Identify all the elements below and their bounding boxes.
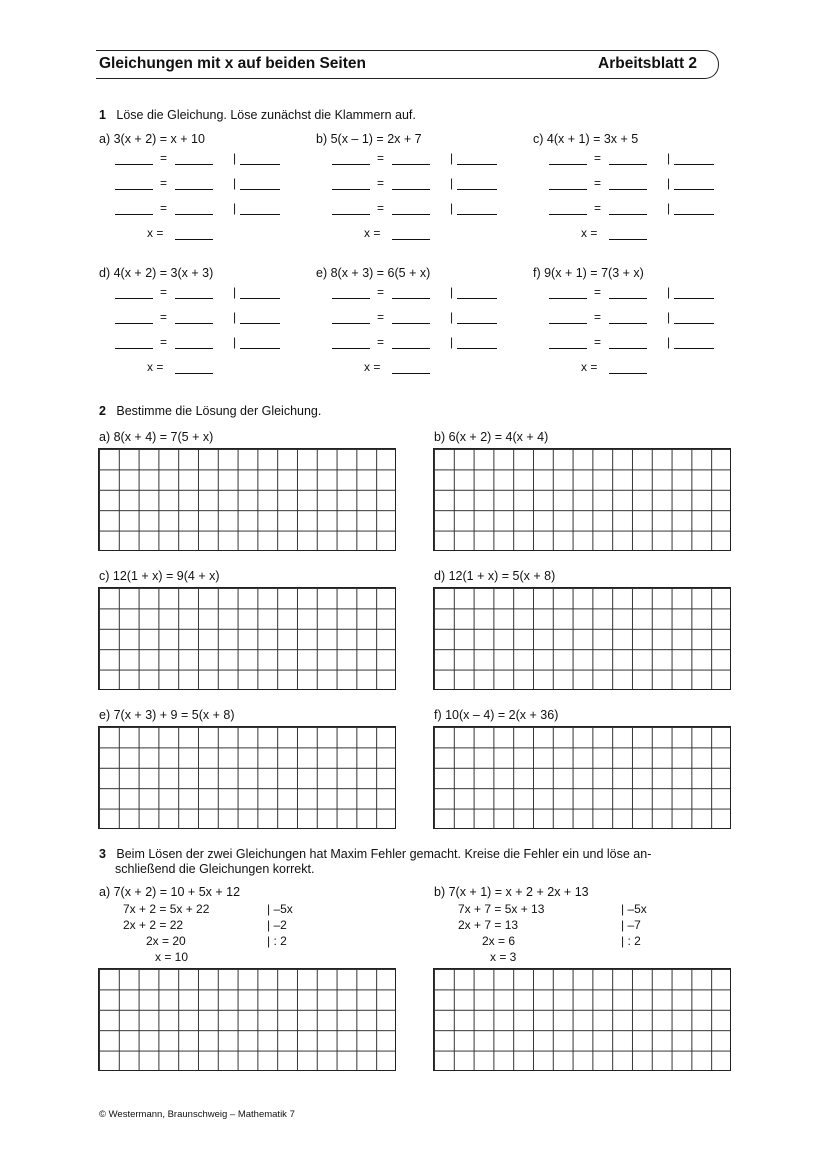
answer-blank[interactable] bbox=[609, 298, 647, 299]
answer-blank[interactable] bbox=[175, 164, 213, 165]
section3-number: 3 bbox=[99, 847, 106, 861]
x-equals-label: x = bbox=[364, 226, 381, 240]
answer-blank[interactable] bbox=[549, 164, 587, 165]
operation-bar: | bbox=[667, 176, 671, 190]
operation-blank[interactable] bbox=[457, 214, 497, 215]
solution-blank[interactable] bbox=[175, 373, 213, 374]
task-3b-step: 7x + 7 = 5x + 13 bbox=[458, 902, 545, 916]
answer-blank[interactable] bbox=[332, 214, 370, 215]
operation-bar: | bbox=[233, 310, 237, 324]
answer-blank[interactable] bbox=[609, 323, 647, 324]
worksheet-title: Gleichungen mit x auf beiden Seiten bbox=[99, 55, 366, 72]
answer-blank[interactable] bbox=[115, 323, 153, 324]
equals-sign: = bbox=[377, 201, 385, 215]
operation-bar: | bbox=[667, 201, 671, 215]
equals-sign: = bbox=[594, 151, 602, 165]
task-3a-operation: | –5x bbox=[267, 902, 293, 916]
task-3a-step: 2x + 2 = 22 bbox=[123, 918, 184, 932]
solution-blank[interactable] bbox=[392, 373, 430, 374]
task-3b-operation: | : 2 bbox=[621, 934, 641, 948]
equals-sign: = bbox=[160, 285, 168, 299]
task-1b-label: b) 5(x – 1) = 2x + 7 bbox=[316, 132, 422, 146]
operation-blank[interactable] bbox=[457, 298, 497, 299]
equals-sign: = bbox=[594, 335, 602, 349]
solution-blank[interactable] bbox=[609, 373, 647, 374]
copyright-footer: © Westermann, Braunschweig – Mathematik 7 bbox=[99, 1109, 295, 1120]
task-3a-label: a) 7(x + 2) = 10 + 5x + 12 bbox=[99, 885, 241, 899]
section1-heading bbox=[99, 108, 416, 122]
equals-sign: = bbox=[377, 335, 385, 349]
x-equals-label: x = bbox=[147, 226, 164, 240]
solution-blank[interactable] bbox=[175, 239, 213, 240]
task-2a-label: a) 8(x + 4) = 7(5 + x) bbox=[99, 430, 214, 444]
answer-blank[interactable] bbox=[609, 348, 647, 349]
section1-number: 1 bbox=[99, 108, 106, 122]
section2-heading bbox=[99, 404, 321, 418]
answer-grid-2d[interactable] bbox=[433, 587, 731, 690]
operation-blank[interactable] bbox=[240, 323, 280, 324]
section3-instruction-line1: Beim Lösen der zwei Gleichungen hat Maxim Fehler gemacht. Kreise die Fehler ein und löse an- bbox=[116, 847, 652, 861]
equals-sign: = bbox=[377, 285, 385, 299]
operation-bar: | bbox=[667, 335, 671, 349]
answer-blank[interactable] bbox=[332, 298, 370, 299]
solution-blank[interactable] bbox=[609, 239, 647, 240]
equals-sign: = bbox=[160, 310, 168, 324]
answer-blank[interactable] bbox=[115, 348, 153, 349]
equals-sign: = bbox=[594, 310, 602, 324]
answer-blank[interactable] bbox=[115, 189, 153, 190]
equals-sign: = bbox=[377, 310, 385, 324]
equals-sign: = bbox=[160, 335, 168, 349]
answer-blank[interactable] bbox=[332, 323, 370, 324]
operation-blank[interactable] bbox=[240, 214, 280, 215]
task-1f-label: f) 9(x + 1) = 7(3 + x) bbox=[533, 266, 644, 280]
answer-blank[interactable] bbox=[175, 298, 213, 299]
answer-blank[interactable] bbox=[175, 348, 213, 349]
operation-bar: | bbox=[667, 310, 671, 324]
answer-blank[interactable] bbox=[392, 348, 430, 349]
operation-blank[interactable] bbox=[457, 189, 497, 190]
task-1c-label: c) 4(x + 1) = 3x + 5 bbox=[533, 132, 639, 146]
operation-blank[interactable] bbox=[674, 323, 714, 324]
operation-blank[interactable] bbox=[457, 348, 497, 349]
answer-blank[interactable] bbox=[392, 189, 430, 190]
answer-blank[interactable] bbox=[392, 214, 430, 215]
answer-blank[interactable] bbox=[609, 164, 647, 165]
answer-blank[interactable] bbox=[609, 189, 647, 190]
equals-sign: = bbox=[160, 151, 168, 165]
answer-blank[interactable] bbox=[115, 164, 153, 165]
section3-heading bbox=[99, 847, 651, 861]
task-3b-operation: | –7 bbox=[621, 918, 641, 932]
answer-grid-3b[interactable] bbox=[433, 968, 731, 1071]
operation-blank[interactable] bbox=[240, 189, 280, 190]
operation-blank[interactable] bbox=[674, 348, 714, 349]
operation-blank[interactable] bbox=[240, 348, 280, 349]
operation-blank[interactable] bbox=[674, 189, 714, 190]
equals-sign: = bbox=[377, 151, 385, 165]
operation-bar: | bbox=[450, 285, 454, 299]
answer-blank[interactable] bbox=[332, 189, 370, 190]
operation-blank[interactable] bbox=[457, 164, 497, 165]
answer-blank[interactable] bbox=[392, 298, 430, 299]
task-3a-step: 7x + 2 = 5x + 22 bbox=[123, 902, 210, 916]
answer-blank[interactable] bbox=[175, 323, 213, 324]
answer-grid-2c[interactable] bbox=[98, 587, 396, 690]
equals-sign: = bbox=[377, 176, 385, 190]
answer-blank[interactable] bbox=[609, 214, 647, 215]
section3-instruction-line2: schließend die Gleichungen korrekt. bbox=[115, 862, 315, 876]
operation-bar: | bbox=[233, 335, 237, 349]
task-2c-label: c) 12(1 + x) = 9(4 + x) bbox=[99, 569, 220, 583]
task-1d-label: d) 4(x + 2) = 3(x + 3) bbox=[99, 266, 214, 280]
task-3b-step: 2x + 7 = 13 bbox=[458, 918, 519, 932]
x-equals-label: x = bbox=[147, 360, 164, 374]
answer-blank[interactable] bbox=[549, 214, 587, 215]
x-equals-label: x = bbox=[581, 360, 598, 374]
answer-blank[interactable] bbox=[332, 348, 370, 349]
task-3a-operation: | –2 bbox=[267, 918, 287, 932]
operation-bar: | bbox=[450, 201, 454, 215]
operation-bar: | bbox=[233, 151, 237, 165]
task-3b-label: b) 7(x + 1) = x + 2 + 2x + 13 bbox=[434, 885, 589, 899]
operation-bar: | bbox=[450, 176, 454, 190]
task-3b-operation: | –5x bbox=[621, 902, 647, 916]
answer-grid-2f[interactable] bbox=[433, 726, 731, 829]
x-equals-label: x = bbox=[364, 360, 381, 374]
task-3a-step: 2x = 20 bbox=[146, 934, 186, 948]
worksheet-number: Arbeitsblatt 2 bbox=[598, 55, 698, 72]
operation-bar: | bbox=[233, 201, 237, 215]
answer-blank[interactable] bbox=[549, 189, 587, 190]
task-3a-operation: | : 2 bbox=[267, 934, 287, 948]
answer-blank[interactable] bbox=[549, 348, 587, 349]
operation-blank[interactable] bbox=[457, 323, 497, 324]
section2-instruction: Bestimme die Lösung der Gleichung. bbox=[116, 404, 322, 418]
answer-blank[interactable] bbox=[175, 189, 213, 190]
operation-bar: | bbox=[450, 151, 454, 165]
task-2e-label: e) 7(x + 3) + 9 = 5(x + 8) bbox=[99, 708, 235, 722]
answer-blank[interactable] bbox=[175, 214, 213, 215]
answer-grid-2b[interactable] bbox=[433, 448, 731, 551]
task-2d-label: d) 12(1 + x) = 5(x + 8) bbox=[434, 569, 556, 583]
equals-sign: = bbox=[160, 176, 168, 190]
operation-bar: | bbox=[450, 310, 454, 324]
x-equals-label: x = bbox=[581, 226, 598, 240]
answer-blank[interactable] bbox=[115, 214, 153, 215]
operation-blank[interactable] bbox=[674, 214, 714, 215]
answer-grid-2e[interactable] bbox=[98, 726, 396, 829]
operation-bar: | bbox=[233, 176, 237, 190]
operation-blank[interactable] bbox=[240, 298, 280, 299]
answer-grid-2a[interactable] bbox=[98, 448, 396, 551]
task-3b-step: x = 3 bbox=[490, 950, 517, 964]
equals-sign: = bbox=[594, 285, 602, 299]
task-1a-label: a) 3(x + 2) = x + 10 bbox=[99, 132, 205, 146]
equals-sign: = bbox=[594, 201, 602, 215]
answer-blank[interactable] bbox=[115, 298, 153, 299]
equals-sign: = bbox=[160, 201, 168, 215]
answer-blank[interactable] bbox=[549, 298, 587, 299]
section1-instruction: Löse die Gleichung. Löse zunächst die Klammern auf. bbox=[116, 108, 416, 122]
operation-bar: | bbox=[233, 285, 237, 299]
answer-blank[interactable] bbox=[392, 323, 430, 324]
solution-blank[interactable] bbox=[392, 239, 430, 240]
task-2f-label: f) 10(x – 4) = 2(x + 36) bbox=[434, 708, 559, 722]
task-3a-step: x = 10 bbox=[155, 950, 189, 964]
answer-blank[interactable] bbox=[332, 164, 370, 165]
task-1e-label: e) 8(x + 3) = 6(5 + x) bbox=[316, 266, 431, 280]
task-3b-step: 2x = 6 bbox=[482, 934, 516, 948]
operation-blank[interactable] bbox=[674, 164, 714, 165]
operation-bar: | bbox=[667, 285, 671, 299]
operation-bar: | bbox=[450, 335, 454, 349]
operation-blank[interactable] bbox=[674, 298, 714, 299]
task-2b-label: b) 6(x + 2) = 4(x + 4) bbox=[434, 430, 549, 444]
operation-bar: | bbox=[667, 151, 671, 165]
operation-blank[interactable] bbox=[240, 164, 280, 165]
equals-sign: = bbox=[594, 176, 602, 190]
answer-grid-3a[interactable] bbox=[98, 968, 396, 1071]
answer-blank[interactable] bbox=[392, 164, 430, 165]
section2-number: 2 bbox=[99, 404, 106, 418]
answer-blank[interactable] bbox=[549, 323, 587, 324]
